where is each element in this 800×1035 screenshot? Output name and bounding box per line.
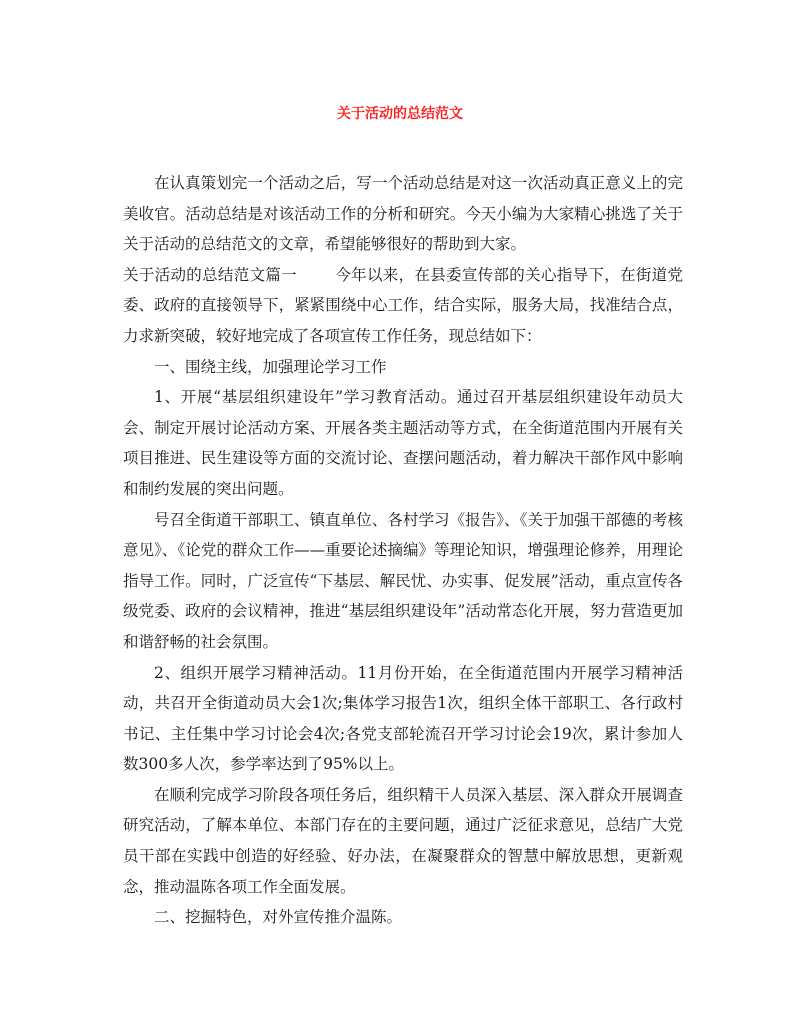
section-intro: 今年以来，在县委宣传部的关心指导下，在街道党委、政府的直接领导下，紧紧围绕中心工作，结合实际，服务大局，找准结合点，力求新突破，较好地完成了各项宣传工作任务，现总结如下：	[123, 265, 683, 345]
intro-paragraph: 在认真策划完一个活动之后，写一个活动总结是对这一次活动真正意义上的完美收官。活动总结是对该活动工作的分析和研究。今天小编为大家精心挑选了关于关于活动的总结范文的文章，希望能够很好的帮助到大家。	[123, 174, 683, 254]
document-body	[123, 168, 683, 933]
item-2-paragraph-2: 在顺利完成学习阶段各项任务后，组织精干人员深入基层、深入群众开展调查研究活动，了解本单位、本部门存在的主要问题，通过广泛征求意见，总结广大党员干部在实践中创造的好经验、好办法，在凝聚群众的智慧中解放思想，更新观念，推动温陈各项工作全面发展。	[123, 785, 683, 896]
heading-1: 一、围绕主线，加强理论学习工作	[154, 357, 387, 376]
item-1-paragraph-2: 号召全街道干部职工、镇直单位、各村学习《报告》、《关于加强干部德的考核意见》、《论党的群众工作——重要论述摘编》等理论知识，增强理论修养，用理论指导工作。同时，广泛宣传“下基层、解民忧、办实事、促发展”活动，重点宣传各级党委、政府的会议精神，推进“基层组织建设年”活动常态化开展，努力营造更加和谐舒畅的社会氛围。	[123, 510, 683, 651]
item-1-paragraph: 1、开展“基层组织建设年”学习教育活动。通过召开基层组织建设年动员大会、制定开展讨论活动方案、开展各类主题活动等方式，在全街道范围内开展有关项目推进、民生建设等方面的交流讨论、查摆问题活动，着力解决干部作风中影响和制约发展的突出问题。	[123, 388, 683, 498]
heading-2: 二、挖掘特色，对外宣传推介温陈。	[154, 908, 403, 927]
document-title: 关于活动的总结范文	[337, 106, 463, 122]
section-label: 关于活动的总结范文篇一	[123, 265, 297, 284]
section-paragraph	[123, 260, 683, 352]
item-2-paragraph: 2、组织开展学习精神活动。11月份开始，在全街道范围内开展学习精神活动，共召开全街道动员大会1次;集体学习报告1次，组织全体干部职工、各行政村书记、主任集中学习讨论会4次;各党支部轮流召开学习讨论会19次，累计参加人数300多人次，参学率达到了95%以上。	[123, 663, 683, 774]
